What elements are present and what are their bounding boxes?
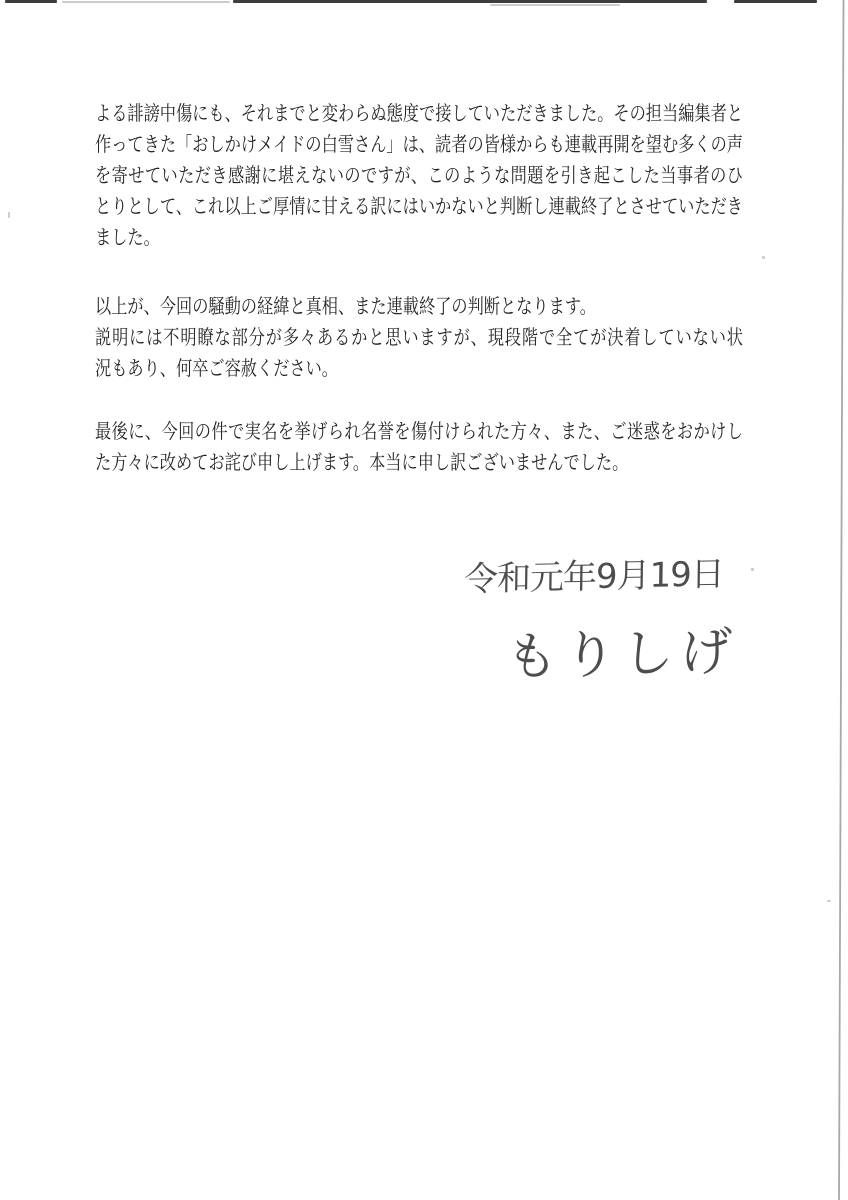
paragraph-apology xyxy=(95,417,743,479)
scan-speck xyxy=(8,212,10,218)
text-line: た方々に改めてお詫び申し上げます。本当に申し訳ございませんでした。 xyxy=(95,452,629,474)
scan-artifact-top-edge-segment xyxy=(233,0,707,3)
scan-speck xyxy=(762,256,765,259)
text-line: 況もあり、何卒ご容赦ください。 xyxy=(95,358,338,380)
letter-body xyxy=(95,99,743,479)
paragraph-conclusion-of-series xyxy=(95,99,743,254)
text-line: とりとして、これ以上ご厚情に甘える訳にはいかないと判断し連載終了とさせていただき xyxy=(95,196,743,218)
text-line: 説明には不明瞭な部分が多々あるかと思いますが、現段階で全てが決着していない状 xyxy=(95,327,743,349)
handwritten-date: 令和元年9月19日 xyxy=(463,554,725,600)
scan-artifact-top-edge-segment xyxy=(734,0,817,3)
text-line: よる誹謗中傷にも、それまでと変わらぬ態度で接していただきました。その担当編集者と xyxy=(95,103,743,125)
scan-artifact-top-edge-segment xyxy=(62,1,230,3)
handwritten-signature: もりしげ xyxy=(505,621,739,689)
text-line: 最後に、今回の件で実名を挙げられ名誉を傷付けられた方々、また、ご迷惑をおかけし xyxy=(95,421,743,443)
text-line: ました。 xyxy=(95,227,160,249)
paragraph-summary xyxy=(95,292,743,385)
scan-speck xyxy=(751,568,754,571)
scan-speck xyxy=(827,900,831,902)
text-line: 以上が、今回の騒動の経緯と真相、また連載終了の判断となります。 xyxy=(95,296,596,318)
scan-artifact-top-edge-segment xyxy=(5,0,57,3)
text-line: を寄せていただき感謝に堪えないのですが、このような問題を引き起こした当事者のひ xyxy=(95,165,743,187)
scan-artifact-top-edge-smudge xyxy=(490,4,620,6)
text-line: 作ってきた「おしかけメイドの白雪さん」は、読者の皆様からも連載再開を望む多くの声 xyxy=(95,134,743,156)
